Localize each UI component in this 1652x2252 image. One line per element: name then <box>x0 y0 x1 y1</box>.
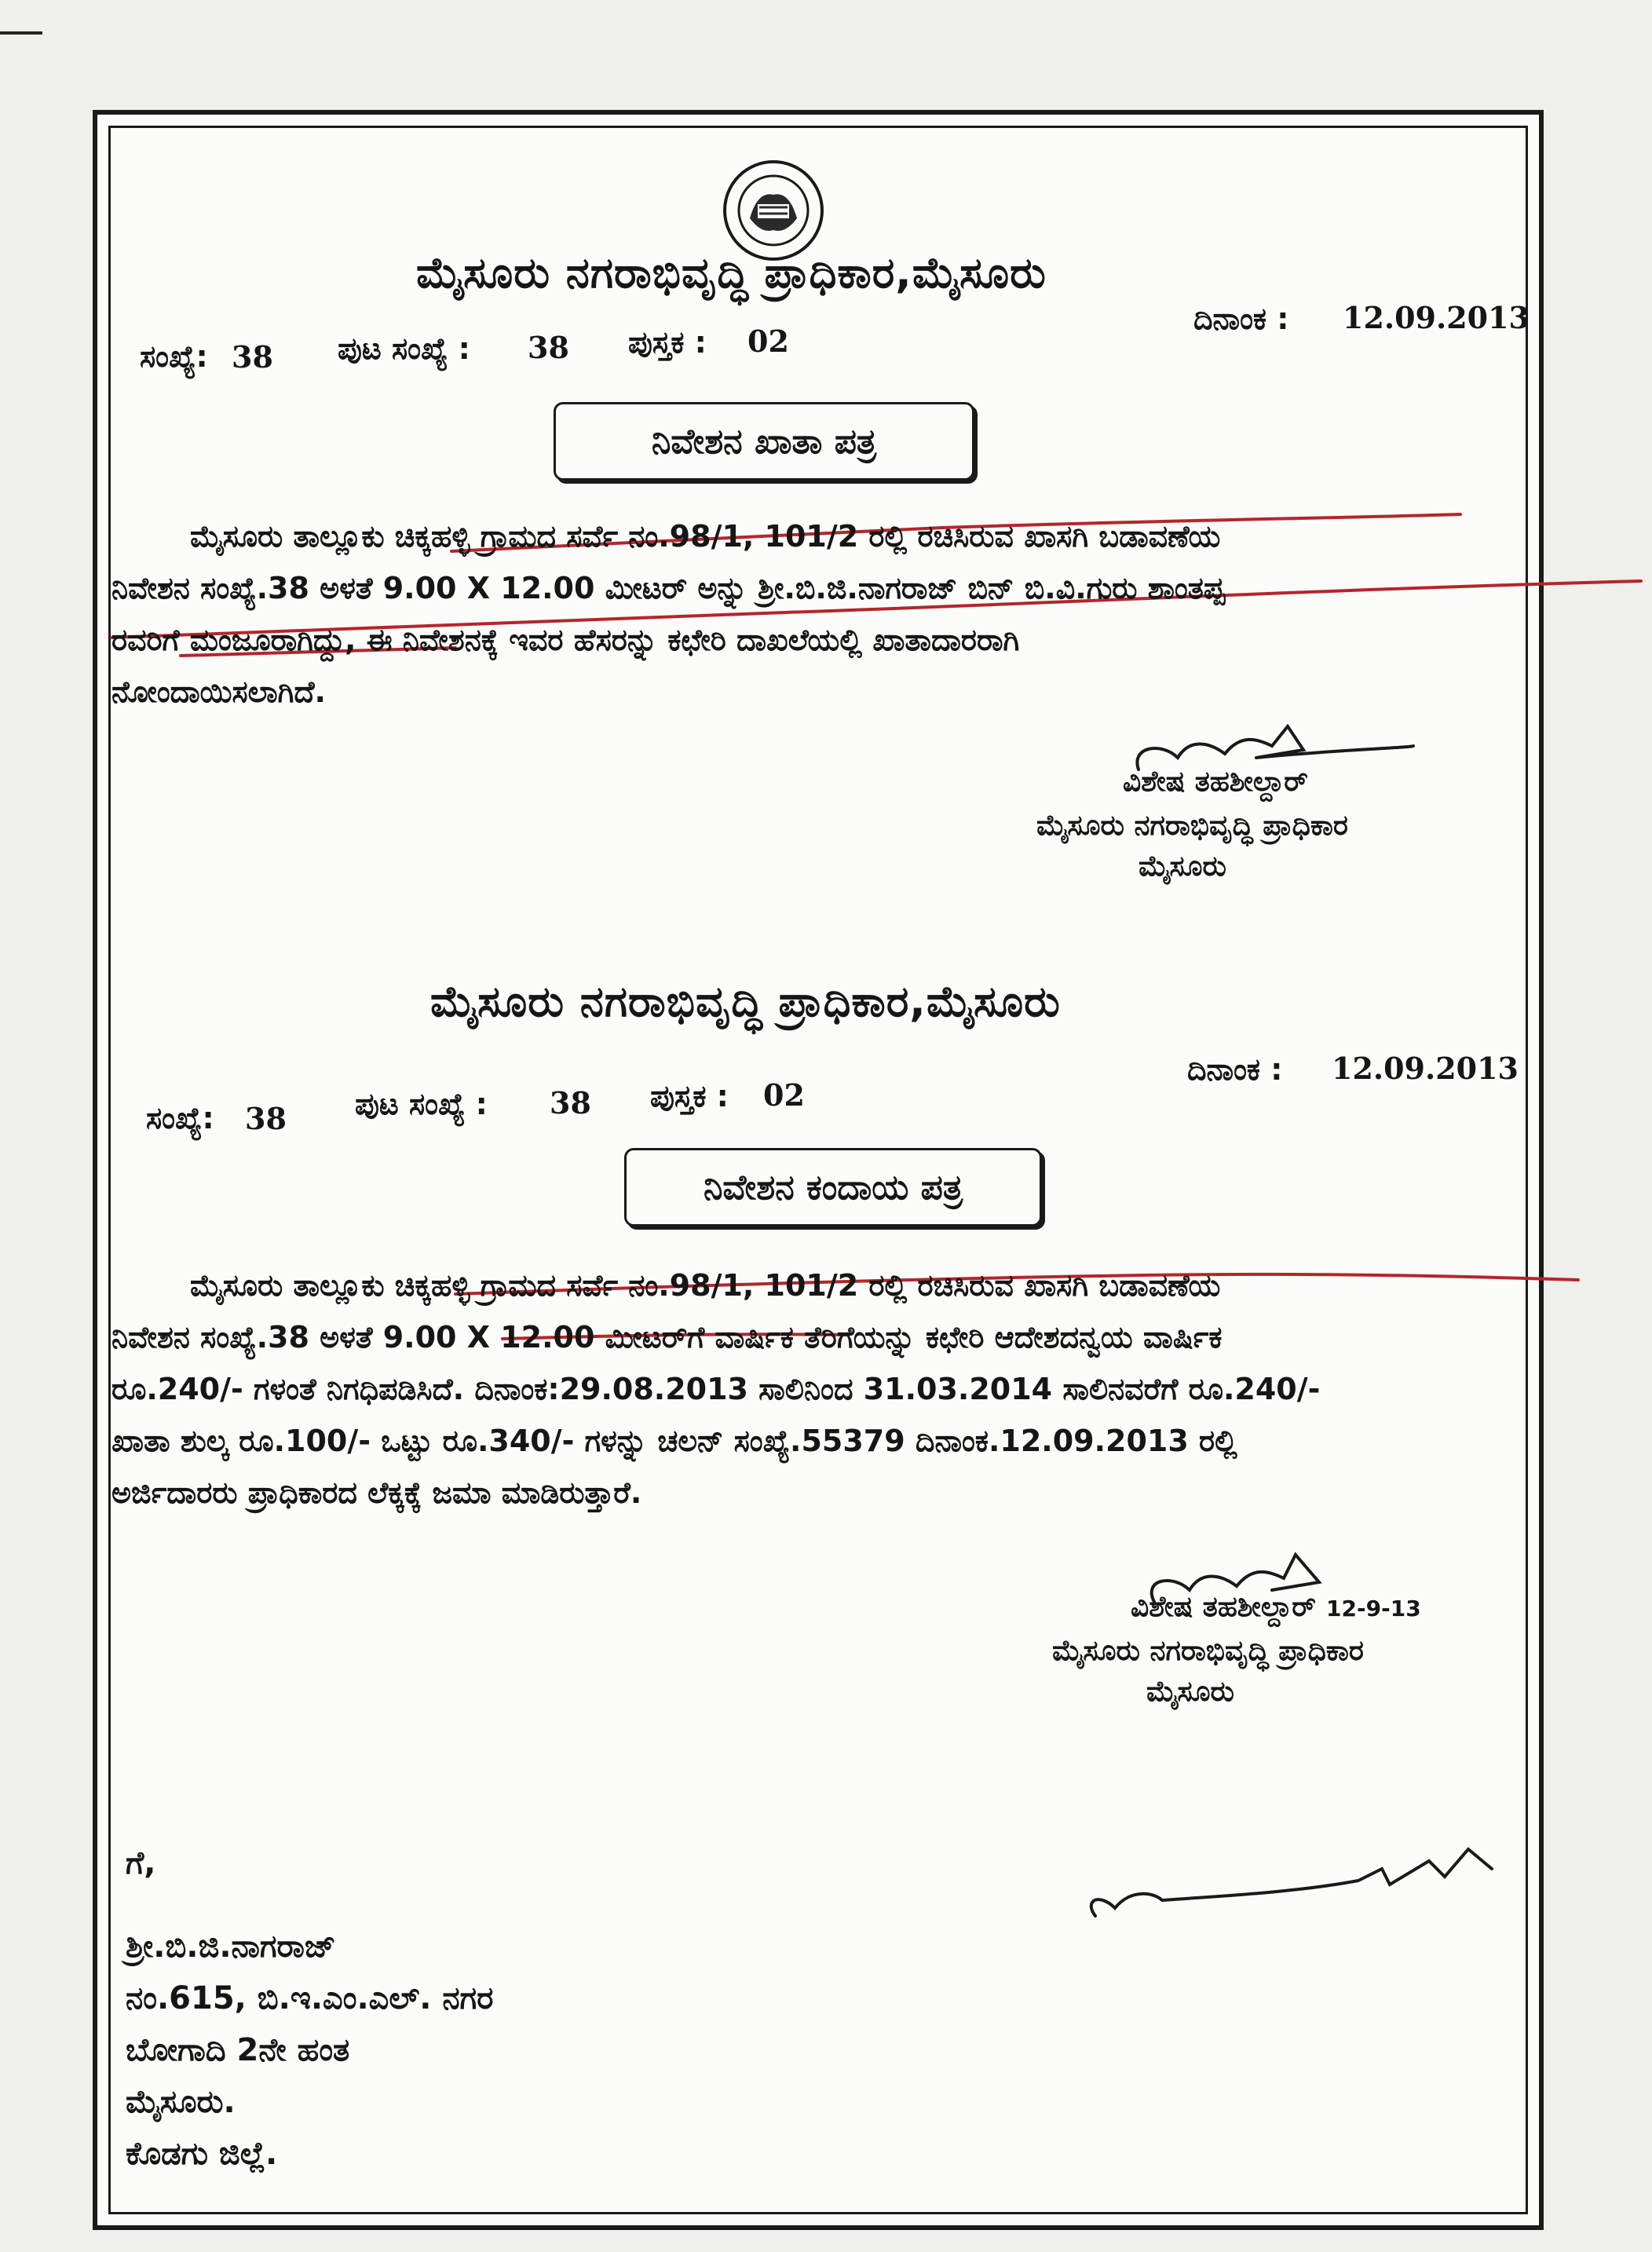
block2-box-title: ನಿವೇಶನ ಕಂದಾಯ ಪತ್ರ <box>624 1148 1042 1227</box>
block1-sig-place: ಮೈಸೂರು <box>1138 850 1226 883</box>
block1-date: 12.09.2013 <box>1343 300 1530 335</box>
block2-signature <box>1052 1591 1523 1709</box>
block2-line-1: ಮೈಸೂರು ತಾಲ್ಲೂಕು ಚಿಕ್ಕಹಳ್ಳಿ ಗ್ರಾಮದ ಸರ್ವೆ ನಂ.98/1, 101/2 ರಲ್ಲಿ ರಚಿಸಿರುವ ಖಾಸಗಿ ಬಡಾವಣೆಯ <box>190 1268 1221 1303</box>
block2-page-label: ಪುಟ ಸಂಖ್ಯೆ : <box>355 1087 488 1121</box>
block2-date-label: ದಿನಾಂಕ : <box>1187 1052 1283 1087</box>
address-line-5: ಕೊಡಗು ಜಿಲ್ಲೆ. <box>126 2136 278 2172</box>
block1-number: 38 <box>232 339 273 375</box>
block2-paragraph <box>111 1259 1509 1519</box>
block2-number-label: ಸಂಖ್ಯೆ: <box>146 1101 214 1135</box>
authority-emblem-icon <box>725 162 822 259</box>
block2-line-4: ಖಾತಾ ಶುಲ್ಕ ರೂ.100/- ಒಟ್ಟು ರೂ.340/- ಗಳನ್ನು ಚಲನ್ ಸಂಖ್ಯೆ.55379 ದಿನಾಂಕ.12.09.2013 ರಲ್ಲಿ <box>111 1424 1237 1458</box>
block1-book-label: ಪುಸ್ತಕ : <box>628 325 707 360</box>
block1-page-label: ಪುಟ ಸಂಖ್ಯೆ : <box>338 331 470 366</box>
block1-line-2: ನಿವೇಶನ ಸಂಖ್ಯೆ.38 ಅಳತೆ 9.00 X 12.00 ಮೀಟರ್ ಅನ್ನು ಶ್ರೀ.ಬಿ.ಜಿ.ನಾಗರಾಜ್ ಬಿನ್ ಬಿ.ವಿ.ಗುರು ಶಾಂತಪ್ಪ <box>111 571 1226 605</box>
block2-sig-date-note: 12-9-13 <box>1326 1596 1421 1621</box>
address-line-3: ಬೋಗಾದಿ 2ನೇ ಹಂತ <box>126 2032 350 2068</box>
block1-line-4: ನೋಂದಾಯಿಸಲಾಗಿದೆ. <box>111 675 326 709</box>
block1-box-title: ನಿವೇಶನ ಖಾತಾ ಪತ್ರ <box>554 402 974 481</box>
block1-title: ಮೈಸೂರು ನಗರಾಭಿವೃದ್ಧಿ ಪ್ರಾಧಿಕಾರ,ಮೈಸೂರು <box>416 248 1047 298</box>
block1-line-1: ಮೈಸೂರು ತಾಲ್ಲೂಕು ಚಿಕ್ಕಹಳ್ಳಿ ಗ್ರಾಮದ ಸರ್ವೆ ನಂ.98/1, 101/2 ರಲ್ಲಿ ರಚಿಸಿರುವ ಖಾಸಗಿ ಬಡಾವಣೆಯ <box>190 519 1221 554</box>
block2-sig-designation: ವಿಶೇಷ ತಹಶೀಲ್ದಾರ್ <box>1131 1591 1316 1623</box>
block1-paragraph <box>111 510 1509 718</box>
address-line-1: ಶ್ರೀ.ಬಿ.ಜಿ.ನಾಗರಾಜ್ <box>126 1928 336 1965</box>
signature-scribble-3 <box>1091 1849 1492 1916</box>
block2-sig-office: ಮೈಸೂರು ನಗರಾಭಿವೃದ್ಧಿ ಪ್ರಾಧಿಕಾರ <box>1052 1635 1364 1667</box>
block1-number-label: ಸಂಖ್ಯೆ: <box>140 339 208 374</box>
block2-date: 12.09.2013 <box>1332 1051 1519 1086</box>
block2-book: 02 <box>763 1077 805 1113</box>
block2-title: ಮೈಸೂರು ನಗರಾಭಿವೃದ್ಧಿ ಪ್ರಾಧಿಕಾರ,ಮೈಸೂರು <box>430 977 1061 1026</box>
block2-line-2: ನಿವೇಶನ ಸಂಖ್ಯೆ.38 ಅಳತೆ 9.00 X 12.00 ಮೀಟರ್‌ಗೆ ವಾರ್ಷಿಕ ತೆರಿಗೆಯನ್ನು ಕಛೇರಿ ಆದೇಶದನ್ವಯ ವಾರ್ಷಿಕ <box>111 1320 1223 1354</box>
block2-book-label: ಪುಸ್ತಕ : <box>650 1079 729 1113</box>
recipient-address <box>126 1837 493 2180</box>
block1-sig-office: ಮೈಸೂರು ನಗರಾಭಿವೃದ್ಧಿ ಪ್ರಾಧಿಕಾರ <box>1036 810 1348 842</box>
block1-signature <box>1036 766 1508 883</box>
block1-sig-designation: ವಿಶೇಷ ತಹಶೀಲ್ದಾರ್ <box>1123 766 1308 798</box>
address-to: ಗೆ, <box>126 1845 156 1881</box>
signature-scribble-1 <box>1137 726 1413 770</box>
block2-line-5: ಅರ್ಜಿದಾರರು ಪ್ರಾಧಿಕಾರದ ಲೆಕ್ಕಕ್ಕೆ ಜಮಾ ಮಾಡಿರುತ್ತಾರೆ. <box>111 1475 642 1510</box>
block2-sig-place: ಮೈಸೂರು <box>1146 1676 1234 1708</box>
block1-book: 02 <box>747 324 789 359</box>
block1-line-3: ರವರಿಗೆ ಮಂಜೂರಾಗಿದ್ದು, ಈ ನಿವೇಶನಕ್ಕೆ ಇವರ ಹೆಸರನ್ನು ಕಛೇರಿ ದಾಖಲೆಯಲ್ಲಿ ಖಾತಾದಾರರಾಗಿ <box>111 623 1020 657</box>
block2-number: 38 <box>245 1101 287 1136</box>
address-line-4: ಮೈಸೂರು. <box>126 2084 236 2120</box>
block2-line-3: ರೂ.240/- ಗಳಂತೆ ನಿಗಧಿಪಡಿಸಿದೆ. ದಿನಾಂಕ:29.08.2013 ಸಾಲಿನಿಂದ 31.03.2014 ಸಾಲಿನವರೆಗೆ ರೂ.240/- <box>111 1372 1321 1406</box>
block1-page: 38 <box>528 330 569 365</box>
block1-date-label: ದಿನಾಂಕ : <box>1193 302 1289 336</box>
address-line-2: ನಂ.615, ಬಿ.ಇ.ಎಂ.ಎಲ್. ನಗರ <box>126 1980 494 2016</box>
block2-page: 38 <box>550 1085 591 1121</box>
